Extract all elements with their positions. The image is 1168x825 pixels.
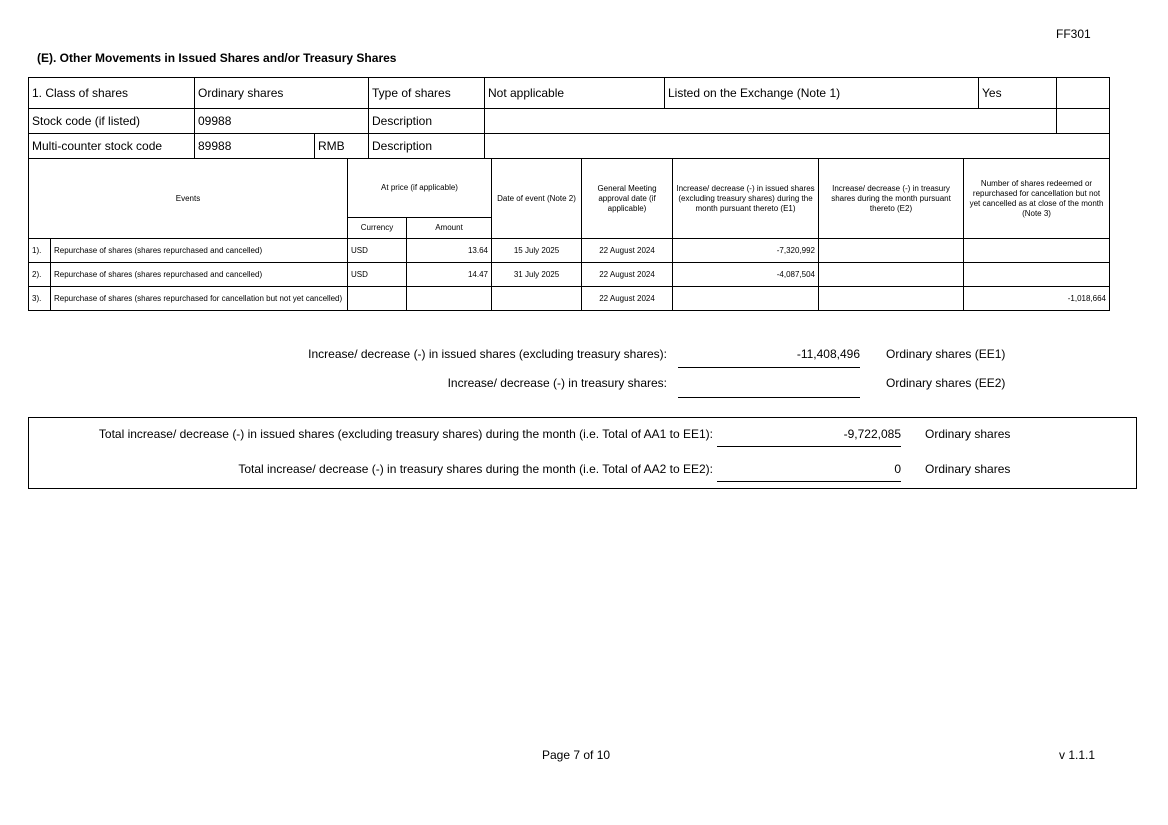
multi-counter-label: Multi-counter stock code: [29, 134, 195, 159]
amount-cell: [407, 287, 492, 311]
multi-desc-label: Description: [369, 134, 485, 159]
event-description: Repurchase of shares (shares repurchased and cancelled): [51, 263, 348, 287]
multi-counter-currency: RMB: [315, 134, 369, 159]
row-number: 3).: [29, 287, 51, 311]
e1-cell: -7,320,992: [673, 239, 819, 263]
ee2-unit: Ordinary shares (EE2): [886, 376, 1006, 390]
events-header: Events: [29, 159, 348, 239]
amount-header: Amount: [407, 218, 492, 239]
amount-cell: 13.64: [407, 239, 492, 263]
currency-cell: USD: [348, 263, 407, 287]
multi-counter-row: [29, 134, 1110, 159]
gm-date-header: General Meeting approval date (if applicable): [582, 159, 673, 239]
date-cell: 15 July 2025: [492, 239, 582, 263]
class-row: [29, 78, 1110, 109]
e1-cell: [673, 287, 819, 311]
date-cell: [492, 287, 582, 311]
redeemed-header: Number of shares redeemed or repurchased for cancellation but not yet cancelled as at close of the month (Note 3): [964, 159, 1110, 239]
table-row: [29, 263, 1110, 287]
currency-header: Currency: [348, 218, 407, 239]
stock-desc-label: Description: [369, 109, 485, 134]
total-treasury-unit: Ordinary shares: [925, 462, 1011, 476]
class-value: Ordinary shares: [195, 78, 369, 109]
e2-cell: [819, 287, 964, 311]
date-header: Date of event (Note 2): [492, 159, 582, 239]
type-value: Not applicable: [485, 78, 665, 109]
stock-code-row: [29, 109, 1110, 134]
total-treasury-value: 0: [717, 462, 901, 482]
redeemed-cell: -1,018,664: [964, 287, 1110, 311]
stock-desc-value: [485, 109, 1057, 134]
e1-header: Increase/ decrease (-) in issued shares (excluding treasury shares) during the month pursuant thereto (E1): [673, 159, 819, 239]
share-class-table: [28, 77, 1110, 159]
page-number: Page 7 of 10: [542, 748, 611, 762]
ee1-label: Increase/ decrease (-) in issued shares (excluding treasury shares):: [308, 347, 667, 361]
currency-cell: USD: [348, 239, 407, 263]
gm-date-cell: 22 August 2024: [582, 287, 673, 311]
ee2-value: [678, 376, 860, 398]
version-label: v 1.1.1: [1059, 748, 1096, 762]
event-description: Repurchase of shares (shares repurchased and cancelled): [51, 239, 348, 263]
stock-code-label: Stock code (if listed): [29, 109, 195, 134]
stock-desc-blank: [1057, 109, 1110, 134]
ee2-label: Increase/ decrease (-) in treasury shares:: [447, 376, 667, 390]
multi-desc-value: [485, 134, 1110, 159]
multi-counter-value: 89988: [195, 134, 315, 159]
currency-cell: [348, 287, 407, 311]
e2-cell: [819, 263, 964, 287]
table-row: [29, 239, 1110, 263]
form-code: FF301: [1056, 27, 1091, 41]
ee1-unit: Ordinary shares (EE1): [886, 347, 1006, 361]
total-issued-unit: Ordinary shares: [925, 427, 1011, 441]
amount-cell: 14.47: [407, 263, 492, 287]
listed-value: Yes: [979, 78, 1057, 109]
events-header-row: [29, 159, 1110, 218]
redeemed-cell: [964, 239, 1110, 263]
events-table: [28, 158, 1110, 311]
redeemed-cell: [964, 263, 1110, 287]
e2-cell: [819, 239, 964, 263]
row-number: 1).: [29, 239, 51, 263]
class-label: 1. Class of shares: [29, 78, 195, 109]
table-row: [29, 287, 1110, 311]
date-cell: 31 July 2025: [492, 263, 582, 287]
listed-label: Listed on the Exchange (Note 1): [665, 78, 979, 109]
event-description: Repurchase of shares (shares repurchased for cancellation but not yet cancelled): [51, 287, 348, 311]
gm-date-cell: 22 August 2024: [582, 239, 673, 263]
stock-code-value: 09988: [195, 109, 369, 134]
type-label: Type of shares: [369, 78, 485, 109]
total-issued-label: Total increase/ decrease (-) in issued shares (excluding treasury shares) during the month (i.e. Total of AA1 to EE1):: [98, 427, 713, 441]
row-number: 2).: [29, 263, 51, 287]
listed-blank: [1057, 78, 1110, 109]
total-issued-value: -9,722,085: [717, 427, 901, 447]
gm-date-cell: 22 August 2024: [582, 263, 673, 287]
e1-cell: -4,087,504: [673, 263, 819, 287]
at-price-header: At price (if applicable): [348, 159, 492, 218]
e2-header: Increase/ decrease (-) in treasury shares during the month pursuant thereto (E2): [819, 159, 964, 239]
ee1-value: -11,408,496: [678, 347, 860, 368]
total-treasury-label: Total increase/ decrease (-) in treasury shares during the month (i.e. Total of AA2 to EE2):: [238, 462, 713, 476]
section-title: (E). Other Movements in Issued Shares and/or Treasury Shares: [37, 51, 397, 65]
